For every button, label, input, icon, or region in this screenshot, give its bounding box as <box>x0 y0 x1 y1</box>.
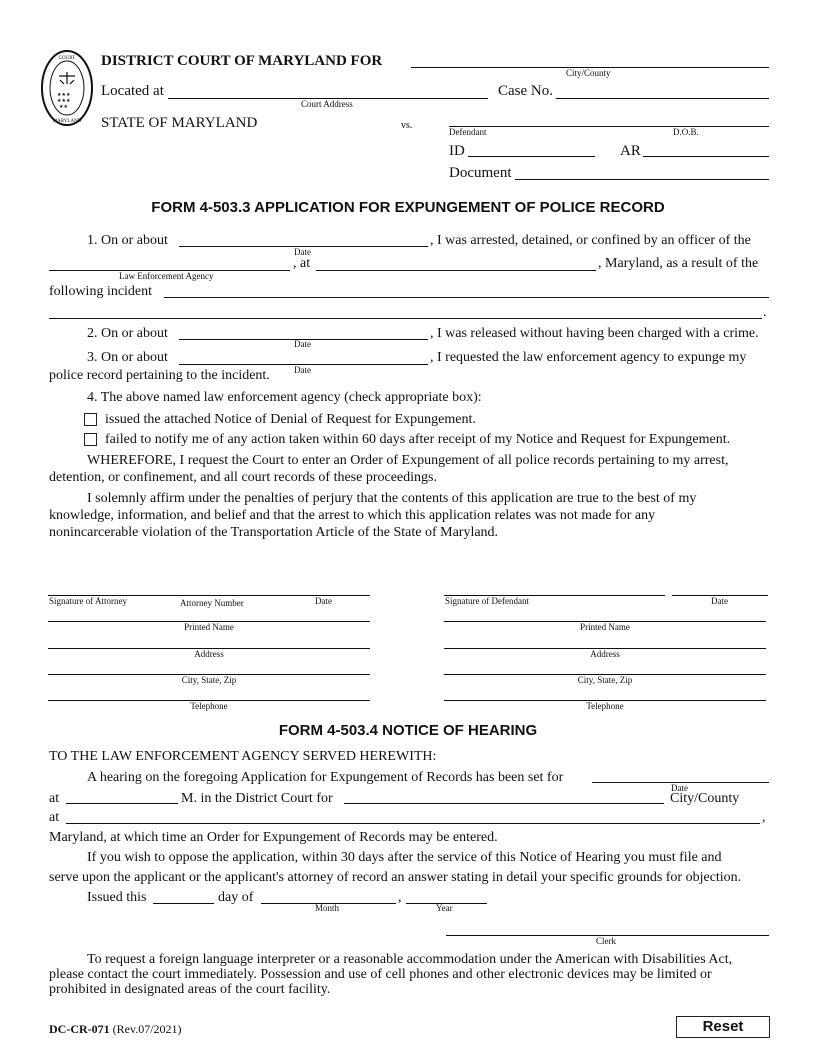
date-caption: Date <box>294 247 311 257</box>
denial-option-label: issued the attached Notice of Denial of Request for Expungement. <box>105 412 476 427</box>
ar-label: AR <box>620 143 641 159</box>
attorney-address-input[interactable] <box>48 634 370 648</box>
svg-text:COURT: COURT <box>58 56 76 61</box>
issued-year-input[interactable] <box>406 889 487 903</box>
interpreter-line-2: please contact the court immediately. Possession and use of cell phones and other electronic devices may be limited or <box>49 967 712 982</box>
affirm-line-2: knowledge, information, and belief and that the arrest to which this application relates was not made for any <box>49 508 656 523</box>
court-seal-logo <box>40 48 94 128</box>
dob-caption: D.O.B. <box>673 127 699 137</box>
to-agency-label: TO THE LAW ENFORCEMENT AGENCY SERVED HEREWITH: <box>49 749 437 764</box>
ar-line <box>643 156 769 157</box>
incident-input-1[interactable] <box>164 283 769 297</box>
form1-title: FORM 4-503.3 APPLICATION FOR EXPUNGEMENT OF POLICE RECORD <box>151 199 665 216</box>
signature-of-attorney-caption: Signature of Attorney <box>49 596 127 606</box>
agency-input[interactable] <box>49 256 290 270</box>
denial-checkbox[interactable] <box>84 413 97 426</box>
form2-title: FORM 4-503.4 NOTICE OF HEARING <box>278 722 538 739</box>
state-label: STATE OF MARYLAND <box>101 115 258 131</box>
attorney-printed-name-caption: Printed Name <box>184 622 234 632</box>
document-input[interactable] <box>515 165 769 179</box>
interpreter-line-1: To request a foreign language interpreter or a reasonable accommodation under the American with Disabilities Act, <box>87 952 733 967</box>
hearing-date-caption: Date <box>671 783 688 793</box>
hearing-location-input[interactable] <box>66 809 760 823</box>
city-county-input[interactable] <box>411 52 769 66</box>
year-caption: Year <box>436 903 453 913</box>
defendant-printed-name-caption: Printed Name <box>580 622 630 632</box>
id-line <box>468 156 595 157</box>
item3-suffix: , I requested the law enforcement agency to expunge my <box>430 350 747 365</box>
at-location-label: at <box>49 810 60 825</box>
incident-input-2[interactable] <box>49 304 762 318</box>
attorney-number-caption: Attorney Number <box>180 598 244 608</box>
arrest-location-input[interactable] <box>316 256 596 270</box>
item1-prefix: 1. On or about <box>87 233 168 248</box>
clerk-caption: Clerk <box>596 936 616 946</box>
no-response-checkbox[interactable] <box>84 433 97 446</box>
incident-line-1 <box>164 297 769 298</box>
hearing-text: A hearing on the foregoing Application for Expungement of Records has been set for <box>87 770 564 785</box>
document-label: Document <box>449 165 512 181</box>
court-address-caption: Court Address <box>301 99 353 109</box>
case-no-input[interactable] <box>556 84 769 98</box>
vs-label: vs. <box>401 120 413 131</box>
reset-button[interactable]: Reset <box>676 1016 770 1038</box>
defendant-date-caption: Date <box>711 596 728 606</box>
seal-icon <box>40 48 94 128</box>
oppose-line-1: If you wish to oppose the application, within 30 days after the service of this Notice of Hearing you must file and <box>87 850 722 865</box>
located-at-label: Located at <box>101 83 164 99</box>
defendant-printed-name-input[interactable] <box>444 607 766 621</box>
maryland-order-text: Maryland, at which time an Order for Expungement of Records may be entered. <box>49 830 498 845</box>
attorney-city-state-zip-caption: City, State, Zip <box>181 675 237 685</box>
following-incident-label: following incident <box>49 284 153 299</box>
m-in-court-label: M. in the District Court for <box>181 791 333 806</box>
attorney-printed-name-input[interactable] <box>48 607 370 621</box>
hearing-time-line <box>66 803 178 804</box>
attorney-telephone-caption: Telephone <box>190 701 228 711</box>
signature-of-defendant-caption: Signature of Defendant <box>445 596 529 606</box>
defendant-city-state-zip-input[interactable] <box>444 660 766 674</box>
date-caption: Date <box>294 365 311 375</box>
defendant-address-input[interactable] <box>444 634 766 648</box>
form-number: DC-CR-071 <box>49 1022 110 1036</box>
defendant-input[interactable] <box>449 112 769 126</box>
defendant-telephone-caption: Telephone <box>586 701 624 711</box>
defendant-telephone-input[interactable] <box>444 686 766 700</box>
attorney-date-caption: Date <box>315 596 332 606</box>
maryland-result-label: , Maryland, as a result of the <box>598 256 759 271</box>
oppose-line-2: serve upon the applicant or the applicant's attorney of record an answer stating in detail your specific grounds for objection. <box>49 870 742 885</box>
location-comma: , <box>762 810 766 825</box>
defendant-address-caption: Address <box>590 649 620 659</box>
agency-caption: Law Enforcement Agency <box>119 271 214 281</box>
ar-input[interactable] <box>643 142 769 156</box>
item3-prefix: 3. On or about <box>87 350 168 365</box>
date-caption: Date <box>294 339 311 349</box>
hearing-date-input[interactable] <box>592 768 769 782</box>
case-no-label: Case No. <box>498 83 553 99</box>
wherefore-line-2: detention, or confinement, and all court records of these proceedings. <box>49 470 437 485</box>
city-county-caption: City/County <box>566 68 611 78</box>
case-no-line <box>556 98 769 99</box>
issued-month-input[interactable] <box>261 889 396 903</box>
defendant-date-input[interactable] <box>672 581 768 595</box>
interpreter-line-3: prohibited in designated areas of the court facility. <box>49 982 331 997</box>
item2-suffix: , I was released without having been charged with a crime. <box>430 326 759 341</box>
svg-text:★★: ★★ <box>59 105 68 110</box>
court-address-input[interactable] <box>168 84 488 98</box>
release-date-input[interactable] <box>179 325 428 339</box>
defendant-city-state-zip-caption: City, State, Zip <box>577 675 633 685</box>
hearing-time-input[interactable] <box>66 789 178 803</box>
arrest-date-input[interactable] <box>179 232 428 246</box>
incident-period: . <box>763 305 767 320</box>
attorney-address-caption: Address <box>194 649 224 659</box>
at-time-label: at <box>49 791 60 806</box>
at-label: , at <box>293 256 311 271</box>
city-county-label: City/County <box>670 791 740 806</box>
attorney-city-state-zip-input[interactable] <box>48 660 370 674</box>
incident-line-2 <box>49 318 762 319</box>
attorney-signature-input[interactable] <box>48 581 370 595</box>
form-revision: (Rev.07/2021) <box>112 1022 182 1036</box>
item2-prefix: 2. On or about <box>87 326 168 341</box>
wherefore-line-1: WHEREFORE, I request the Court to enter an Order of Expungement of all police records pertaining to my arrest, <box>87 453 729 468</box>
item3-continuation: police record pertaining to the incident. <box>49 368 270 383</box>
no-response-option-label: failed to notify me of any action taken within 60 days after receipt of my Notice and Request for Expungement. <box>105 432 731 447</box>
issued-this-label: Issued this <box>87 890 147 905</box>
issued-day-line <box>153 903 214 904</box>
id-label: ID <box>449 143 465 159</box>
issued-day-input[interactable] <box>153 889 214 903</box>
form-id <box>49 1021 182 1037</box>
hearing-court-input[interactable] <box>344 789 664 803</box>
arrest-location-line <box>316 270 596 271</box>
affirm-line-3: nonincarcerable violation of the Transportation Article of the State of Maryland. <box>49 525 499 540</box>
clerk-signature-input[interactable] <box>446 921 769 935</box>
defendant-line <box>449 126 769 127</box>
attorney-telephone-input[interactable] <box>48 686 370 700</box>
item1-suffix: , I was arrested, detained, or confined by an officer of the <box>430 233 751 248</box>
day-of-label: day of <box>218 890 254 905</box>
svg-text:★★★: ★★★ <box>57 99 71 104</box>
month-caption: Month <box>315 903 340 913</box>
hearing-court-line <box>344 803 664 804</box>
svg-text:★★★: ★★★ <box>57 93 71 98</box>
court-title: DISTRICT COURT OF MARYLAND FOR <box>101 53 383 69</box>
defendant-caption: Defendant <box>449 127 487 137</box>
defendant-signature-input[interactable] <box>444 581 665 595</box>
id-input[interactable] <box>468 142 595 156</box>
document-line <box>515 179 769 180</box>
svg-text:MARYLAND: MARYLAND <box>52 119 82 124</box>
month-year-comma: , <box>398 890 402 905</box>
hearing-location-line <box>66 823 760 824</box>
affirm-line-1: I solemnly affirm under the penalties of perjury that the contents of this application are true to the best of my <box>87 491 697 506</box>
item4-text: 4. The above named law enforcement agency (check appropriate box): <box>87 390 482 405</box>
request-date-input[interactable] <box>179 350 428 364</box>
